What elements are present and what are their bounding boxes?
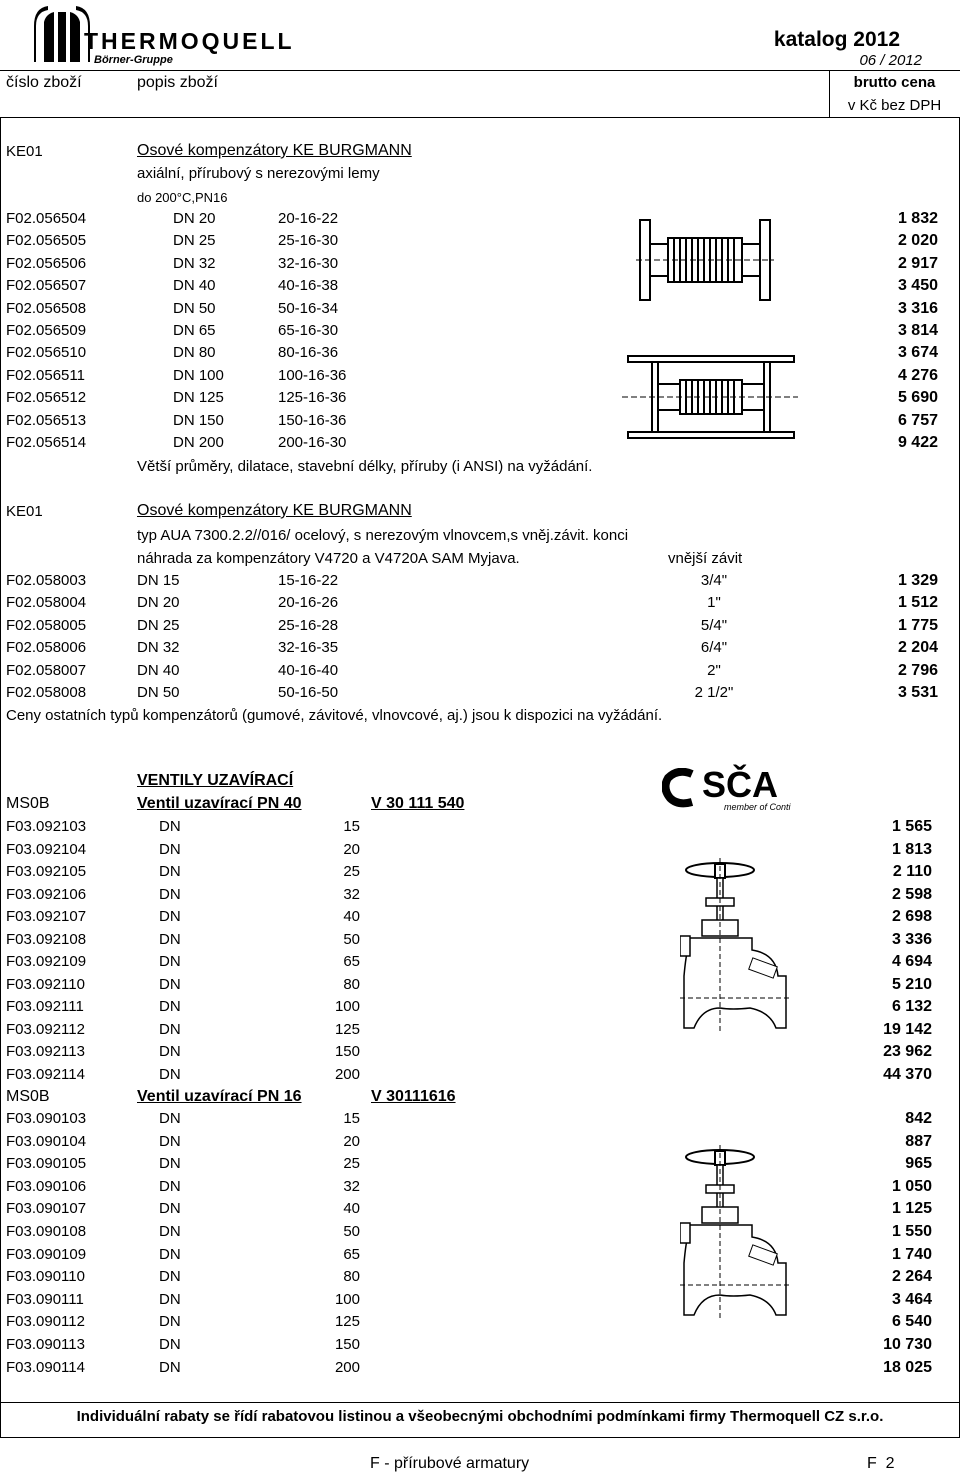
item-code: F03.090107 [6,1200,87,1218]
item-price: 2 204 [897,639,938,657]
item-dn: DN [159,908,181,925]
group2-title: Ventil uzavírací PN 16 [137,1088,302,1105]
table-row [0,255,960,277]
item-dn: DN 150 [173,411,224,429]
item-dn: DN 40 [137,661,180,679]
item-price: 1 550 [891,1223,932,1240]
item-code: F03.090110 [6,1268,85,1286]
valve-drawing-pn16 [680,1145,792,1319]
item-dn: DN 25 [137,616,180,634]
item-code: F03.092104 [6,840,87,858]
section2-code: KE01 [6,503,43,520]
item-code: F03.090112 [6,1313,85,1331]
item-price: 6 757 [897,411,938,429]
item-size: 100 [334,998,360,1015]
item-dn: DN [159,818,181,835]
item-spec: 32-16-30 [278,254,339,272]
item-size: 40 [343,1200,360,1218]
item-price: 5 210 [891,975,932,993]
item-size: 25 [343,863,360,880]
valve-drawing-pn40 [680,858,792,1032]
item-spec: 150-16-36 [278,411,347,429]
item-spec: 80-16-36 [278,344,339,362]
column-code-header: číslo zboží [6,74,82,91]
section2-note: Ceny ostatních typů kompenzátorů (gumové, závitové, vlnovcové, aj.) jsou k dispozici na vyžádání. [6,707,663,724]
item-thread: 3/4" [700,572,728,589]
table-row [0,300,960,322]
item-dn: DN [159,1110,181,1127]
table-row [0,277,960,299]
item-price: 2 110 [892,863,932,880]
item-price: 2 598 [891,885,932,903]
item-code: F02.056511 [6,366,85,384]
item-dn: DN 32 [173,254,216,272]
item-price: 9 422 [897,434,938,451]
item-dn: DN 65 [173,322,216,339]
item-price: 1 329 [897,572,938,589]
item-size: 200 [334,1358,360,1376]
logo-subtitle: Börner-Gruppe [94,54,173,66]
item-code: F02.056510 [6,344,87,362]
item-size: 40 [343,908,360,925]
item-dn: DN 125 [173,389,224,407]
section2-line1: typ AUA 7300.2.2//016/ ocelový, s nerezovým vlnovcem,s vněj.závit. konci [137,527,629,544]
item-price: 23 962 [883,1043,932,1060]
item-code: F03.092107 [6,908,87,925]
item-dn: DN [159,1065,181,1083]
item-spec: 25-16-28 [278,616,339,634]
table-row [0,572,960,594]
item-price: 6 132 [891,998,932,1015]
item-price: 19 142 [883,1020,932,1038]
item-size: 15 [343,818,360,835]
item-dn: DN [159,1358,181,1376]
section1-note: Větší průměry, dilatace, stavební délky, příruby (i ANSI) na vyžádání. [137,458,593,475]
table-row [0,389,960,411]
item-spec: 15-16-22 [278,572,339,589]
header-top-rule [0,70,960,71]
table-row [0,617,960,639]
item-price: 1 565 [891,818,932,835]
group1-code: MS0B [6,795,50,812]
sca-logo [662,764,790,812]
table-row [0,594,960,616]
item-price: 2 698 [891,908,932,925]
item-price: 1 050 [891,1177,932,1195]
item-size: 80 [343,1268,360,1286]
item-dn: DN [159,953,181,970]
item-price: 1 775 [897,616,938,634]
item-price: 44 370 [883,1065,932,1083]
item-price: 887 [905,1132,932,1150]
item-code: F03.092114 [6,1065,85,1083]
item-dn: DN [159,1043,181,1060]
tie-rod-compensator-drawing [622,352,798,444]
sca-logo-text: SČA [702,764,779,805]
table-row [0,818,960,840]
item-price: 2 917 [897,254,938,272]
item-code: F03.092105 [6,863,87,880]
item-price: 842 [905,1110,932,1127]
item-dn: DN [159,930,181,948]
item-spec: 40-16-38 [278,277,339,295]
item-code: F03.092110 [6,975,85,993]
table-row [0,434,960,456]
column-desc-header: popis zboží [137,74,218,91]
item-code: F03.090109 [6,1245,87,1263]
company-logo [32,4,295,66]
item-code: F02.058006 [6,639,87,657]
item-dn: DN [159,1313,181,1331]
item-dn: DN 32 [137,639,180,657]
item-dn: DN [159,1268,181,1286]
table-row [0,841,960,863]
item-spec: 32-16-35 [278,639,339,657]
item-price: 1 740 [891,1245,932,1263]
item-dn: DN [159,1155,181,1173]
item-price: 965 [905,1155,932,1173]
section2-line2: náhrada za kompenzátory V4720 a V4720A SAM Myjava. [137,550,520,567]
section2-title: Osové kompenzátory KE BURGMANN [137,502,412,519]
table-row [0,1336,960,1358]
item-size: 65 [343,953,360,970]
item-price: 2 264 [891,1268,932,1286]
item-size: 80 [343,975,360,993]
item-dn: DN [159,1336,181,1353]
item-code: F03.092106 [6,885,87,903]
item-price: 3 316 [897,299,938,317]
item-dn: DN 80 [173,344,216,362]
item-price: 6 540 [891,1313,932,1331]
item-price: 4 694 [891,953,932,970]
item-code: F02.056506 [6,254,87,272]
item-spec: 25-16-30 [278,232,339,250]
catalog-title: katalog 2012 [773,28,900,51]
item-code: F02.056514 [6,434,87,451]
item-code: F03.090108 [6,1223,87,1240]
table-row [0,344,960,366]
table-row [0,1200,960,1222]
item-code: F03.090106 [6,1177,87,1195]
table-row [0,886,960,908]
item-dn: DN [159,840,181,858]
table-row [0,998,960,1020]
item-dn: DN [159,1290,181,1308]
item-dn: DN 15 [137,572,180,589]
table-row [0,953,960,975]
item-size: 20 [343,1132,360,1150]
footer-bottom-rule [0,1437,960,1438]
table-row [0,232,960,254]
item-code: F03.092103 [6,818,87,835]
header-bottom-rule [0,117,960,118]
item-dn: DN [159,885,181,903]
table-row [0,1110,960,1132]
item-spec: 100-16-36 [278,366,347,384]
item-spec: 50-16-34 [278,299,339,317]
catalog-date: 06 / 2012 [859,52,922,69]
item-size: 125 [334,1313,360,1331]
item-price: 18 025 [883,1358,932,1376]
item-dn: DN [159,1177,181,1195]
section2-thread-header: vnější závit [668,550,743,567]
item-price: 3 336 [891,930,932,948]
item-size: 15 [343,1110,360,1127]
column-price-header: brutto cena [853,74,936,91]
item-code: F03.092109 [6,953,87,970]
table-row [0,1313,960,1335]
sca-logo-subtitle: member of Conti [724,802,791,812]
table-row [0,1359,960,1381]
item-thread: 2" [707,661,721,679]
table-row [0,662,960,684]
table-row [0,1246,960,1268]
item-dn: DN [159,1020,181,1038]
group2-code: MS0B [6,1088,50,1105]
item-dn: DN [159,998,181,1015]
item-code: F02.056513 [6,411,87,429]
item-thread: 1" [707,594,721,612]
item-dn: DN 200 [173,434,224,451]
footer-top-rule [0,1402,960,1403]
item-thread: 5/4" [700,616,728,634]
item-price: 4 276 [897,366,938,384]
item-spec: 50-16-50 [278,684,339,701]
item-code: F02.058003 [6,572,87,589]
logo-mark-icon [32,4,92,66]
group1-type: V 30 111 540 [371,795,465,812]
item-dn: DN [159,1245,181,1263]
item-price: 1 125 [891,1200,932,1218]
item-code: F03.092112 [6,1020,85,1038]
item-price: 10 730 [883,1336,932,1353]
table-row [0,1043,960,1065]
table-row [0,1066,960,1088]
table-row [0,412,960,434]
table-row [0,863,960,885]
table-row [0,210,960,232]
item-size: 32 [343,885,360,903]
item-size: 100 [334,1290,360,1308]
item-spec: 20-16-26 [278,594,339,612]
item-size: 65 [343,1245,360,1263]
item-code: F03.090113 [6,1336,85,1353]
item-code: F03.090104 [6,1132,87,1150]
item-dn: DN 50 [173,299,216,317]
table-row [0,1291,960,1313]
table-row [0,1223,960,1245]
item-price: 3 531 [897,684,938,701]
table-row [0,322,960,344]
item-code: F03.090111 [6,1290,84,1308]
item-dn: DN [159,863,181,880]
item-dn: DN [159,975,181,993]
item-price: 3 450 [897,277,938,295]
section1-line1: axiální, přírubový s nerezovými lemy [137,165,380,182]
item-price: 3 464 [891,1290,932,1308]
table-row [0,684,960,706]
item-code: F02.058005 [6,616,87,634]
item-dn: DN 25 [173,232,216,250]
item-code: F02.056505 [6,232,87,250]
item-spec: 65-16-30 [278,322,339,339]
item-code: F02.056508 [6,299,87,317]
item-price: 1 832 [897,210,938,227]
item-code: F02.056512 [6,389,87,407]
item-dn: DN 20 [173,210,216,227]
table-row [0,639,960,661]
section1-line2: do 200°C,PN16 [137,190,228,205]
table-row [0,1178,960,1200]
table-row [0,1021,960,1043]
item-size: 150 [334,1336,360,1353]
item-code: F02.056509 [6,322,87,339]
group1-title: Ventil uzavírací PN 40 [137,795,302,812]
sca-mark-icon [662,768,696,808]
item-size: 150 [334,1043,360,1060]
footer-page-number: F 2 [867,1455,895,1472]
item-price: 1 813 [891,840,932,858]
item-size: 20 [343,840,360,858]
item-price: 5 690 [897,389,938,407]
item-spec: 20-16-22 [278,210,339,227]
item-dn: DN [159,1132,181,1150]
table-row [0,976,960,998]
table-row [0,1133,960,1155]
item-thread: 2 1/2" [694,684,734,701]
table-row [0,1155,960,1177]
item-dn: DN [159,1223,181,1240]
flanged-compensator-drawing [636,214,774,306]
item-code: F02.058004 [6,594,87,612]
table-row [0,1268,960,1290]
item-dn: DN 40 [173,277,216,295]
item-code: F03.092111 [6,998,84,1015]
item-size: 125 [334,1020,360,1038]
item-code: F03.092108 [6,930,87,948]
table-row [0,367,960,389]
item-dn: DN 50 [137,684,180,701]
logo-name: THERMOQUELL [84,28,295,54]
item-spec: 200-16-30 [278,434,347,451]
item-size: 200 [334,1065,360,1083]
item-thread: 6/4" [700,639,728,657]
item-dn: DN 100 [173,366,224,384]
item-price: 1 512 [897,594,938,612]
table-row [0,908,960,930]
item-price: 2 796 [897,661,938,679]
item-size: 25 [343,1155,360,1173]
item-size: 32 [343,1177,360,1195]
footer-section-label: F - přírubové armatury [370,1455,530,1472]
item-code: F03.090103 [6,1110,87,1127]
section1-code: KE01 [6,143,43,160]
item-size: 50 [343,1223,360,1240]
item-price: 3 814 [897,322,938,339]
valves-heading: VENTILY UZAVÍRACÍ [137,772,294,789]
item-price: 3 674 [897,344,938,362]
item-spec: 125-16-36 [278,389,347,407]
item-code: F02.058007 [6,661,87,679]
item-code: F03.090114 [6,1358,85,1376]
item-code: F02.056504 [6,210,87,227]
item-dn: DN 20 [137,594,180,612]
item-size: 50 [343,930,360,948]
item-code: F02.058008 [6,684,87,701]
item-spec: 40-16-40 [278,661,339,679]
item-code: F03.090105 [6,1155,87,1173]
item-code: F03.092113 [6,1043,85,1060]
column-price-subheader: v Kč bez DPH [847,97,942,114]
table-row [0,931,960,953]
item-code: F02.056507 [6,277,87,295]
item-price: 2 020 [897,232,938,250]
group2-type: V 30111616 [371,1088,456,1105]
item-dn: DN [159,1200,181,1218]
footer-note: Individuální rabaty se řídí rabatovou listinou a všeobecnými obchodními podmínkami firmy Thermoquell CZ s.r.o. [76,1408,884,1425]
section1-title: Osové kompenzátory KE BURGMANN [137,142,412,159]
